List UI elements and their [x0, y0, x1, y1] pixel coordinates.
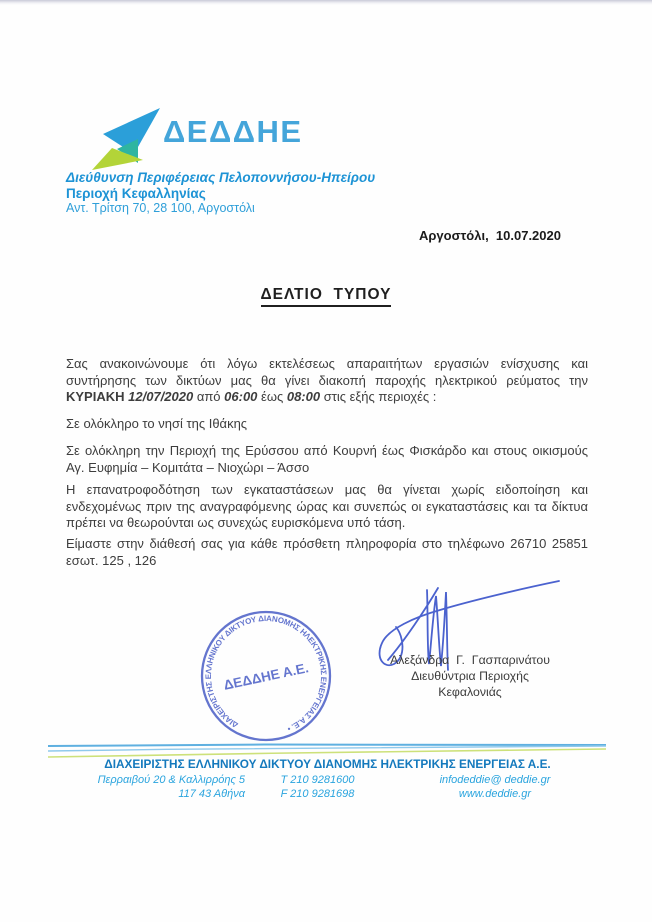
footer-company-name: ΔΙΑΧΕΙΡΙΣΤΗΣ ΕΛΛΗΝΙΚΟΥ ΔΙΚΤΥΟΥ ΔΙΑΝΟΜΗΣ ΗΛΕΚΤΡΙΚΗΣ ΕΝΕΡΓΕΙΑΣ Α.Ε.: [104, 757, 551, 771]
safety-notice-paragraph: Η επανατροφοδότηση των εγκαταστάσεων μας θα γίνεται χωρίς ειδοποίηση και ενδεχομένως πριν της αναγραφόμενης ώρας και συνεπώς οι εγκαταστάσεις και τα δίκτυα πρέπει να θεωρούνται ως συνεχώς ευρισκόμενα υπό τάση.: [66, 482, 588, 530]
place-and-date: Αργοστόλι, 10.07.2020: [419, 228, 561, 243]
footer-web-column: [390, 773, 600, 801]
document-title: ΔΕΛΤΙΟ ΤΥΠΟΥ: [261, 286, 392, 307]
signer-title: Διευθύντρια Περιοχής Κεφαλονιάς: [411, 669, 529, 699]
outage-end-time: 08:00: [286, 389, 321, 404]
footer-fax: F 210 9281698: [280, 788, 355, 800]
from-word: από: [193, 389, 225, 404]
street-address: Αντ. Τρίτση 70, 28 100, Αργοστόλι: [66, 201, 255, 215]
company-stamp: [196, 606, 336, 746]
intro-lead: Σας ανακοινώνουμε ότι λόγω εκτελέσεως απαραιτήτων εργασιών ενίσχυσης και συντήρησης των δικτύων μας θα γίνει διακοπή παροχής ηλεκτρικού ρεύματος την: [66, 356, 588, 388]
divider-blue-line-1: [48, 744, 606, 746]
deddie-logo-icon: [82, 102, 167, 177]
footer-address-column: [55, 773, 245, 801]
header-address-block: [66, 170, 375, 217]
intro-tail: στις εξής περιοχές :: [320, 389, 437, 404]
footer-address-line1: Περραιβού 20 & Καλλιρρόης 5: [97, 774, 245, 786]
to-word: έως: [257, 389, 287, 404]
scan-edge-artifact: [0, 0, 652, 5]
footer: [55, 757, 600, 801]
outage-start-time: 06:00: [224, 389, 258, 404]
outage-day: ΚΥΡΙΑΚΗ: [66, 389, 129, 404]
footer-email: infodeddie@ deddie.gr: [439, 774, 551, 786]
affected-area-2: Σε ολόκληρη την Περιοχή της Ερύσσου από Κουρνή έως Φισκάρδο και στους οικισμούς Αγ. Ευφημία – Κομιτάτα – Νιοχώρι – Άσσο: [66, 443, 588, 475]
stamp-ring-text: ΔΙΑΧΕΙΡΙΣΤΗΣ ΕΛΛΗΝΙΚΟΥ ΔΙΚΤΥΟΥ ΔΙΑΝΟΜΗΣ ΗΛΕΚΤΡΙΚΗΣ ΕΝΕΡΓΕΙΑΣ Α.Ε. •: [203, 613, 329, 734]
signer-name: Αλεξάνδρα Γ. Γασπαρινάτου: [390, 653, 550, 667]
footer-website: www.deddie.gr: [458, 788, 532, 800]
division-name: Διεύθυνση Περιφέρειας Πελοποννήσου-Ηπείρου: [66, 170, 376, 185]
contact-paragraph: Είμαστε στην διάθεσή σας για κάθε πρόσθετη πληροφορία στο τηλέφωνο 26710 25851 εσωτ. 125 , 126: [66, 536, 588, 568]
affected-area-1: Σε ολόκληρο το νησί της Ιθάκης: [66, 416, 248, 431]
outage-date: 12/07/2020: [128, 389, 194, 404]
signature-block: [378, 652, 562, 700]
intro-paragraph: [66, 356, 588, 406]
stamp-center-text: ΔΕΔΔΗΕ Α.Ε.: [222, 660, 310, 693]
document-title-row: [0, 286, 652, 304]
footer-phone-column: [245, 773, 390, 801]
logo-wordmark: ΔΕΔΔΗΕ: [163, 114, 303, 149]
footer-phone: Τ 210 9281600: [280, 774, 355, 786]
footer-address-line2: 117 43 Αθήνα: [178, 788, 245, 800]
region-name: Περιοχή Κεφαλληνίας: [66, 185, 206, 201]
